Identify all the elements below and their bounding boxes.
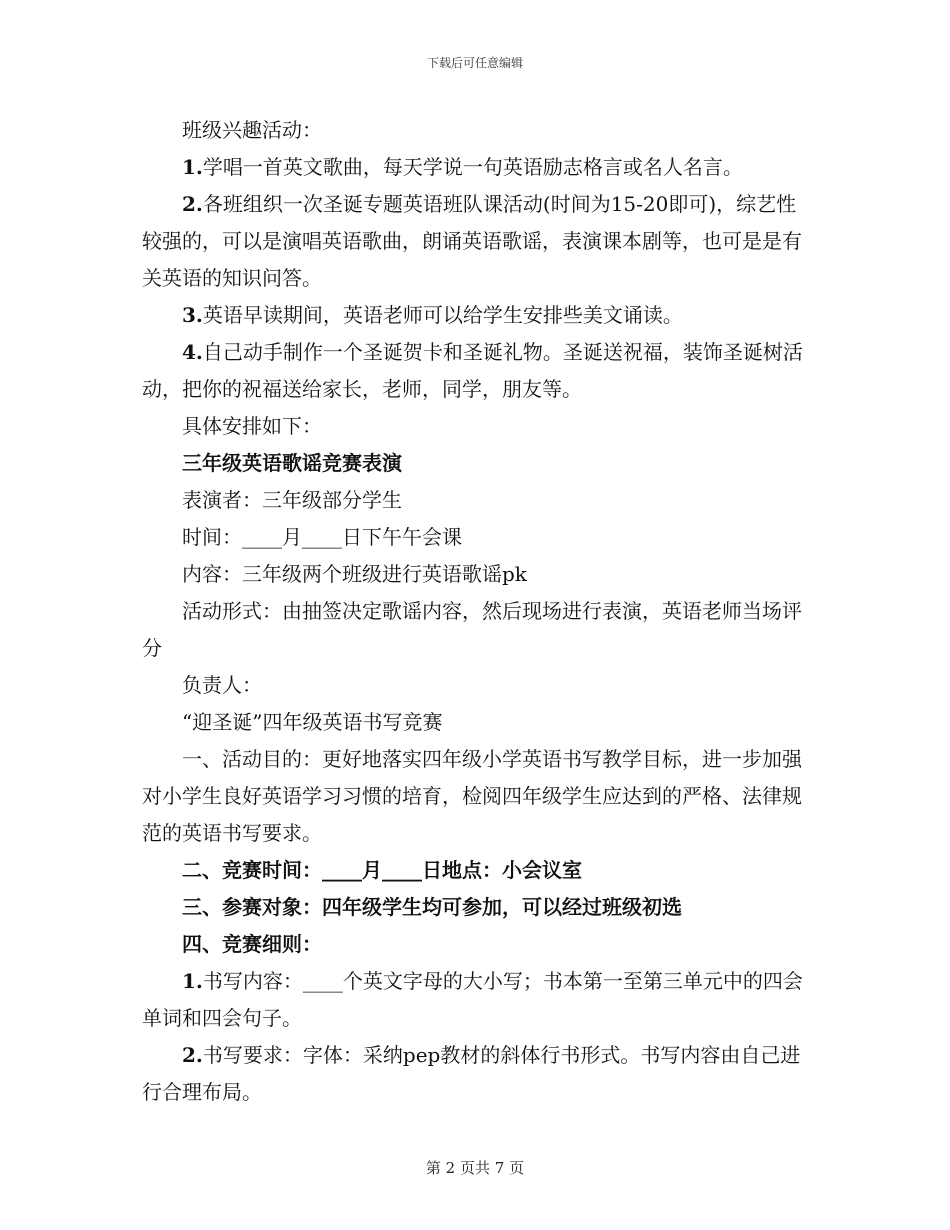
item-text: 各班组织一次圣诞专题英语班队课活动(时间为15-20即可)，综艺性较强的，可以是演唱英语歌曲，朗诵英语歌谣，表演课本剧等，也可是是有关英语的知识问答。 (142, 192, 802, 290)
item-text: 英语早读期间，英语老师可以给学生安排些美文诵读。 (202, 303, 683, 327)
item-number: 1. (182, 155, 203, 179)
paragraph-item-2 (142, 186, 808, 297)
paragraph-item-1 (142, 149, 808, 186)
item-text: 书写内容：____个英文字母的大小写；书本第一至第三单元中的四会单词和四会句子。 (142, 969, 803, 1030)
paragraph-rule-2 (142, 1037, 808, 1111)
item-text: 自己动手制作一个圣诞贺卡和圣诞礼物。圣诞送祝福，装饰圣诞树活动，把你的祝福送给家长，老师，同学，朋友等。 (142, 340, 803, 401)
item-number: 2. (182, 192, 203, 216)
item-number: 3. (182, 303, 203, 327)
paragraph-schedule-intro: 具体安排如下： (182, 414, 322, 438)
paragraph-competition-time: 二、竞赛时间：____月____日地点：小会议室 (182, 858, 582, 882)
paragraph-item-3 (142, 297, 808, 334)
paragraph-activity-form: 活动形式：由抽签决定歌谣内容，然后现场进行表演，英语老师当场评分 (142, 599, 802, 660)
paragraph-content: 内容：三年级两个班级进行英语歌谣pk (182, 562, 527, 586)
paragraph-rule-1 (142, 963, 808, 1037)
paragraph-time: 时间：____月____日下午午会课 (182, 525, 462, 549)
paragraph-participants: 三、参赛对象：四年级学生均可参加，可以经过班级初选 (182, 895, 682, 919)
item-number: 2. (182, 1043, 203, 1067)
section-title-grade4: “迎圣诞”四年级英语书写竞赛 (182, 710, 443, 734)
item-number: 1. (182, 969, 203, 993)
section-title-grade3: 三年级英语歌谣竞赛表演 (182, 451, 402, 475)
paragraph-performers: 表演者：三年级部分学生 (182, 488, 402, 512)
paragraph-person-in-charge: 负责人： (182, 673, 262, 697)
paragraph-interest-activities-heading: 班级兴趣活动： (182, 118, 322, 142)
item-text: 学唱一首英文歌曲，每天学说一句英语励志格言或名人名言。 (202, 155, 743, 179)
paragraph-activity-purpose: 一、活动目的：更好地落实四年级小学英语书写教学目标，进一步加强对小学生良好英语学习习惯的培育，检阅四年级学生应达到的严格、法律规范的英语书写要求。 (142, 747, 802, 845)
page-header: 下载后可任意编辑 (426, 56, 523, 70)
document-body (142, 112, 808, 1111)
item-text: 书写要求：字体：采纳pep教材的斜体行书形式。书写内容由自己进行合理布局。 (142, 1043, 801, 1104)
page-footer: 第 2 页共 7 页 (425, 1159, 525, 1177)
paragraph-rules-heading: 四、竞赛细则： (182, 932, 322, 956)
paragraph-item-4 (142, 334, 808, 408)
item-number: 4. (182, 340, 203, 364)
